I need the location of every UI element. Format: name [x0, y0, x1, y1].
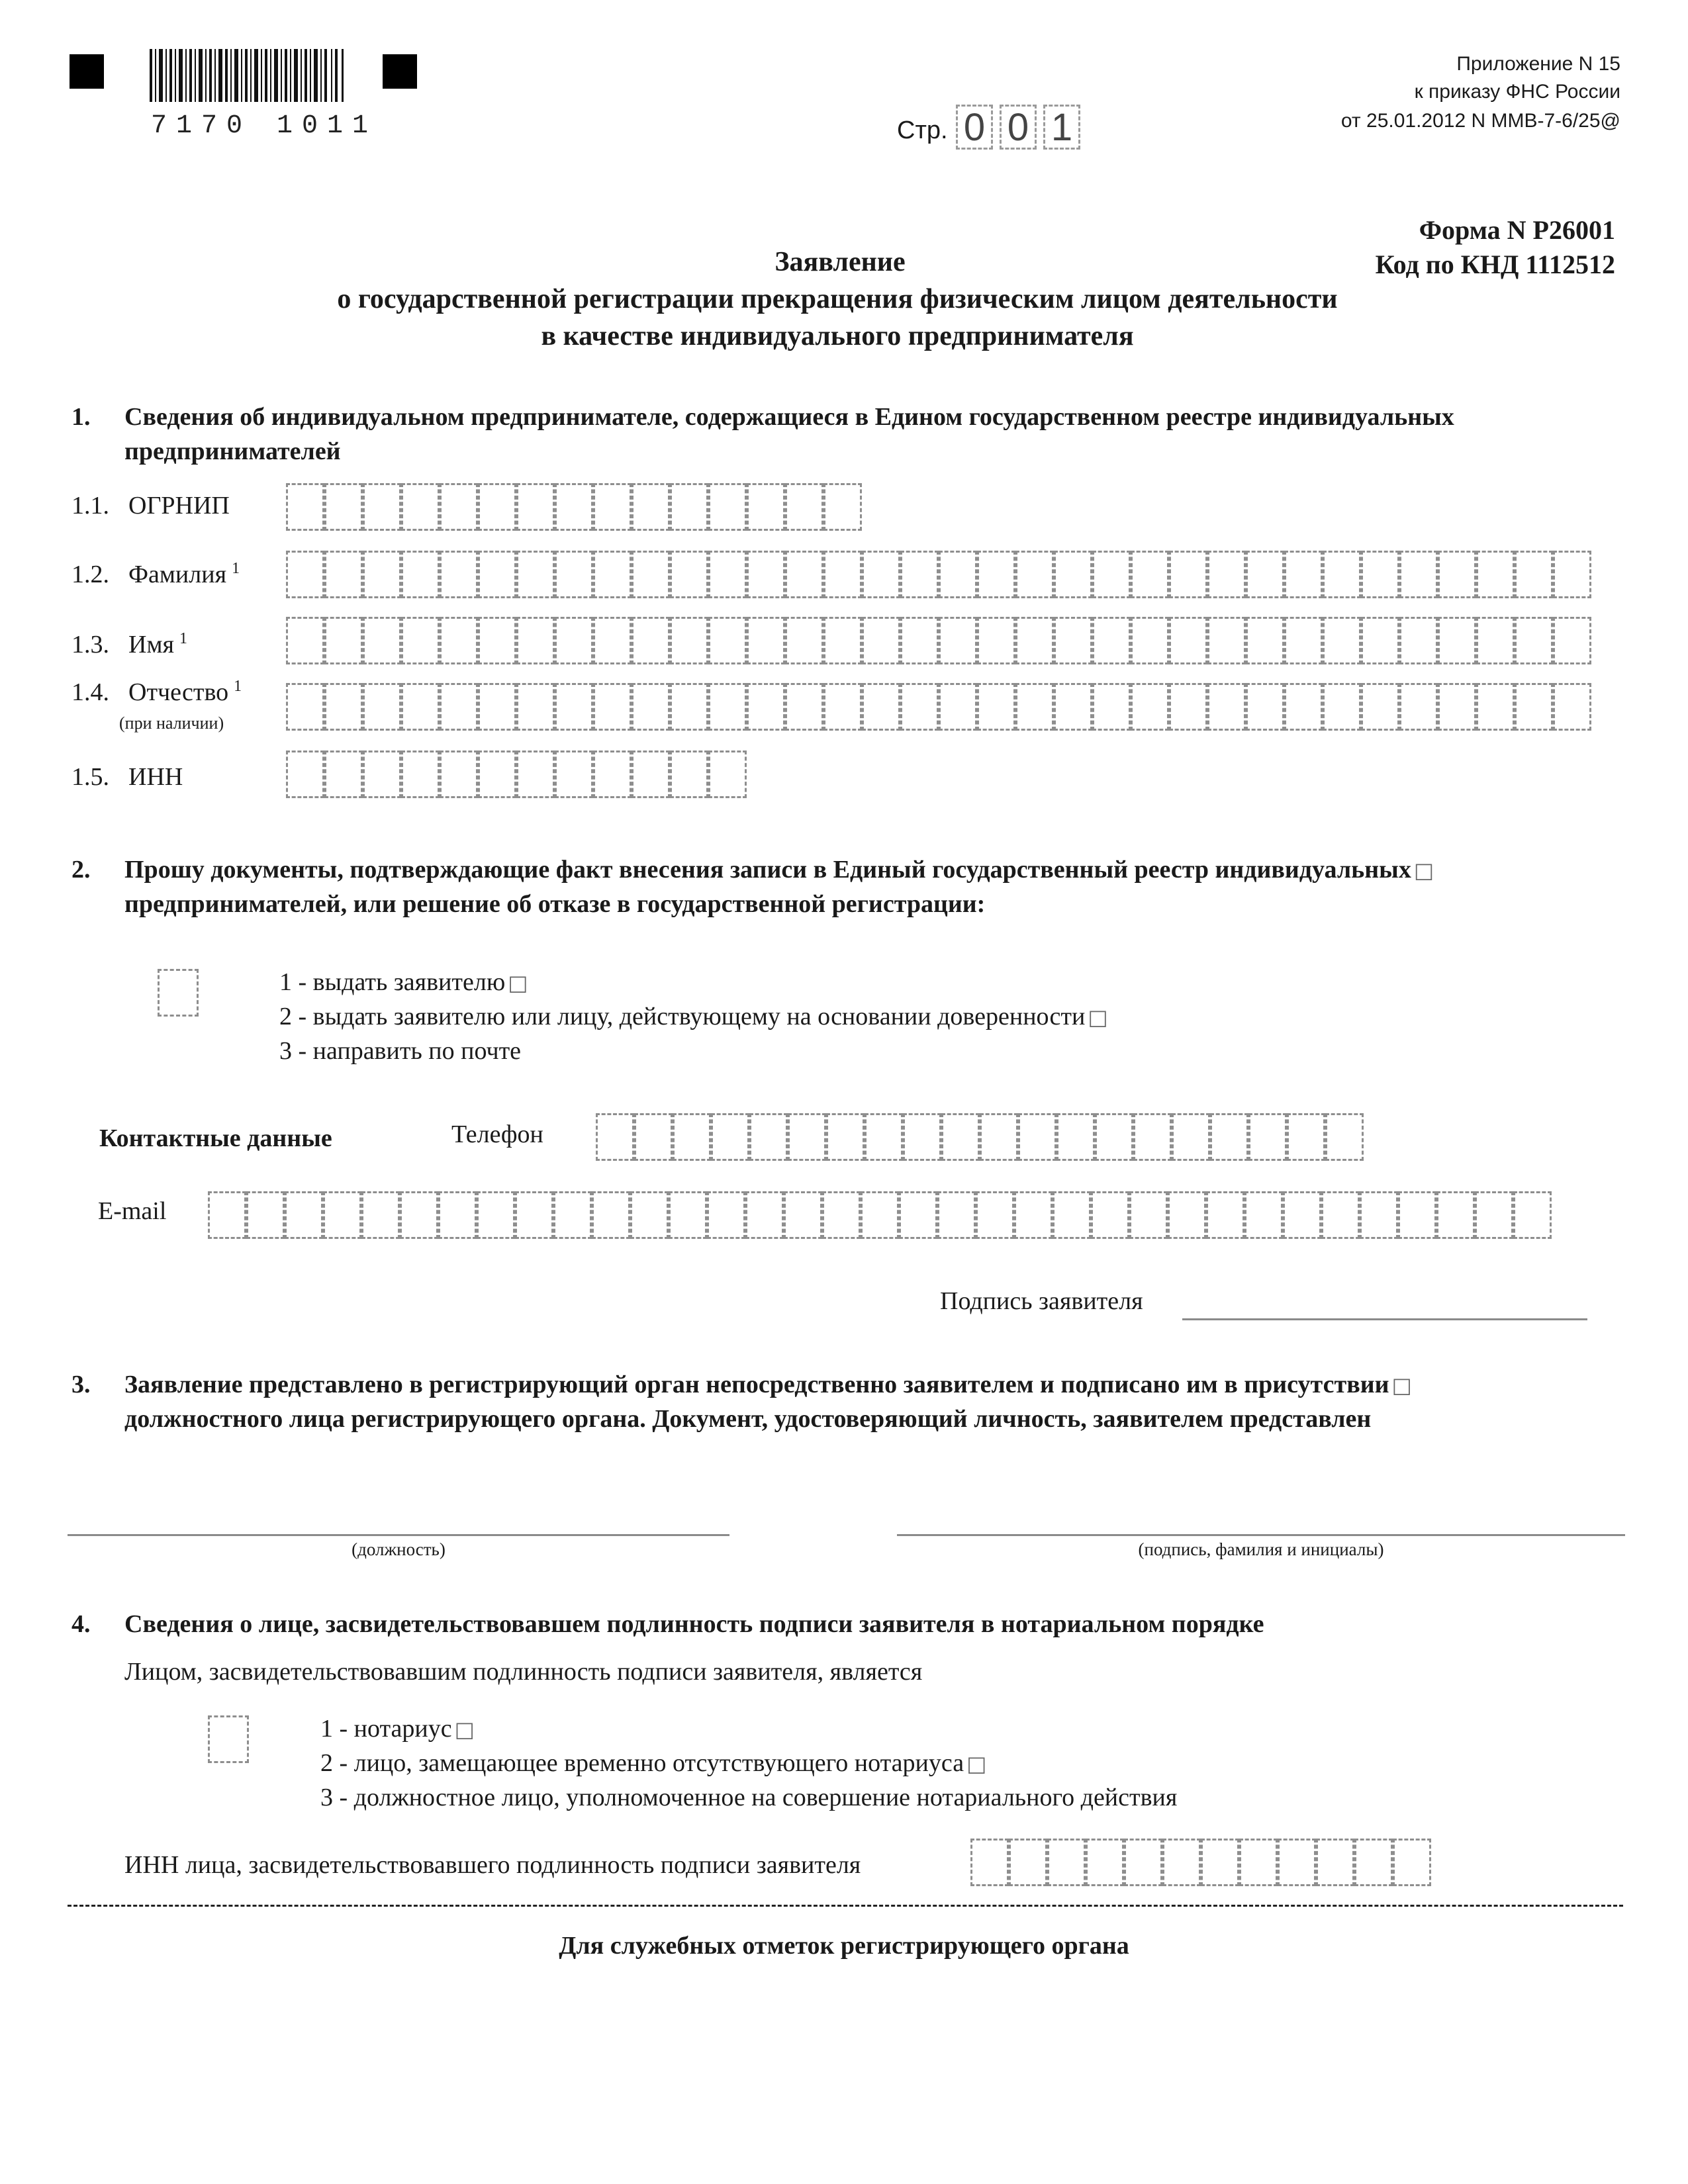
option-text: 1 - нотариус — [320, 1715, 452, 1743]
input-cell[interactable] — [440, 551, 478, 598]
input-cell[interactable] — [246, 1191, 285, 1239]
document-subtitle: в качестве индивидуального предпринимателя — [541, 321, 1134, 351]
placeholder-glyph-icon: □ — [508, 970, 528, 995]
input-cell[interactable] — [861, 1191, 899, 1239]
input-cell[interactable] — [1316, 1839, 1354, 1886]
input-cell[interactable] — [826, 1113, 865, 1161]
input-cell[interactable] — [478, 751, 516, 798]
input-cell[interactable] — [823, 683, 862, 731]
footnote-marker: 1 — [179, 630, 187, 648]
input-cell[interactable] — [632, 683, 670, 731]
field-label — [128, 678, 242, 707]
field-number: 1.5. — [71, 763, 109, 791]
notary-option: 3 - должностное лицо, уполномоченное на совершение нотариального действия — [320, 1784, 1178, 1811]
input-cell[interactable] — [862, 551, 900, 598]
page-label: Стр. — [897, 116, 948, 144]
input-cell[interactable] — [440, 617, 478, 664]
signature-label: Подпись заявителя — [940, 1287, 1143, 1315]
input-cell[interactable] — [516, 617, 555, 664]
delivery-option — [279, 968, 528, 997]
input-cell[interactable] — [1009, 1839, 1047, 1886]
input-cell[interactable] — [324, 751, 363, 798]
position-line[interactable] — [68, 1534, 729, 1536]
input-cell[interactable] — [440, 751, 478, 798]
input-cell[interactable] — [1323, 617, 1361, 664]
input-cell[interactable] — [440, 483, 478, 531]
input-cell[interactable] — [1086, 1839, 1124, 1886]
registration-mark-left — [70, 54, 104, 89]
placeholder-glyph-icon: □ — [1391, 1373, 1412, 1398]
knd-code: Код по КНД 1112512 — [1375, 250, 1615, 279]
input-cell[interactable] — [1513, 1191, 1552, 1239]
input-cell[interactable] — [286, 551, 324, 598]
input-cell[interactable] — [478, 683, 516, 731]
field-label — [128, 491, 230, 520]
input-cell[interactable] — [1015, 551, 1054, 598]
input-cell[interactable] — [363, 683, 401, 731]
input-cell[interactable] — [1053, 1191, 1091, 1239]
field-label — [128, 630, 187, 659]
input-cell[interactable] — [1131, 617, 1169, 664]
input-cell[interactable] — [1095, 1113, 1133, 1161]
input-cell[interactable] — [1399, 683, 1438, 731]
input-cell[interactable] — [363, 751, 401, 798]
input-cell[interactable] — [286, 617, 324, 664]
document-subtitle: о государственной регистрации прекращения физическим лицом деятельности — [337, 284, 1338, 314]
input-cell[interactable] — [478, 483, 516, 531]
section-heading: должностного лица регистрирующего органа. Документ, удостоверяющий личность, заявителем представлен — [124, 1405, 1372, 1433]
input-cell[interactable] — [670, 483, 708, 531]
input-cell[interactable] — [1436, 1191, 1475, 1239]
input-cell[interactable] — [747, 617, 785, 664]
section-heading: предпринимателей — [124, 437, 341, 465]
input-cell[interactable] — [1207, 683, 1246, 731]
input-cell[interactable] — [1133, 1113, 1172, 1161]
input-cell[interactable] — [555, 751, 593, 798]
input-cell[interactable] — [1169, 551, 1207, 598]
input-cell[interactable] — [1210, 1113, 1248, 1161]
input-cell[interactable] — [593, 751, 632, 798]
input-cell[interactable] — [1361, 617, 1399, 664]
field-note: (при наличии) — [119, 713, 224, 733]
input-cell[interactable] — [516, 483, 555, 531]
input-cell[interactable] — [1284, 551, 1323, 598]
input-cell[interactable] — [1438, 683, 1476, 731]
input-cell[interactable] — [785, 551, 823, 598]
input-cell[interactable] — [669, 1191, 707, 1239]
option-text: 2 - выдать заявителю или лицу, действующему на основании доверенности — [279, 1003, 1086, 1030]
input-cell[interactable] — [707, 1191, 745, 1239]
notary-option-cell[interactable] — [208, 1715, 249, 1763]
input-cell[interactable] — [592, 1191, 630, 1239]
input-cell[interactable] — [361, 1191, 400, 1239]
input-cell[interactable] — [1361, 551, 1399, 598]
input-cell[interactable] — [1092, 551, 1131, 598]
notary-inn-label: ИНН лица, засвидетельствовавшего подлинность подписи заявителя — [124, 1851, 861, 1879]
input-cell[interactable] — [1515, 617, 1553, 664]
input-cell[interactable] — [1201, 1839, 1239, 1886]
input-cell[interactable] — [400, 1191, 438, 1239]
input-cell[interactable] — [478, 551, 516, 598]
appendix-line: к приказу ФНС России — [1414, 81, 1620, 103]
input-cell[interactable] — [977, 617, 1015, 664]
phone-field[interactable] — [596, 1113, 1364, 1161]
input-cell[interactable] — [1131, 551, 1169, 598]
field-cells[interactable] — [286, 617, 1591, 664]
input-cell[interactable] — [401, 483, 440, 531]
input-cell[interactable] — [1476, 617, 1515, 664]
input-cell[interactable] — [785, 683, 823, 731]
input-cell[interactable] — [286, 751, 324, 798]
input-cell[interactable] — [1323, 683, 1361, 731]
notary-option — [320, 1749, 986, 1778]
input-cell[interactable] — [1131, 683, 1169, 731]
input-cell[interactable] — [516, 683, 555, 731]
field-number: 1.4. — [71, 678, 109, 706]
input-cell[interactable] — [939, 551, 977, 598]
input-cell[interactable] — [670, 683, 708, 731]
input-cell[interactable] — [900, 551, 939, 598]
input-cell[interactable] — [438, 1191, 477, 1239]
input-cell[interactable] — [670, 617, 708, 664]
input-cell[interactable] — [1246, 617, 1284, 664]
input-cell[interactable] — [1360, 1191, 1398, 1239]
input-cell[interactable] — [1354, 1839, 1393, 1886]
input-cell[interactable] — [478, 617, 516, 664]
input-cell[interactable] — [939, 683, 977, 731]
input-cell[interactable] — [593, 483, 632, 531]
input-cell[interactable] — [324, 551, 363, 598]
input-cell[interactable] — [1162, 1839, 1201, 1886]
field-cells[interactable] — [286, 683, 1591, 731]
input-cell[interactable] — [862, 683, 900, 731]
appendix-line: Приложение N 15 — [1456, 53, 1620, 75]
signature-caption: (подпись, фамилия и инициалы) — [1138, 1539, 1384, 1559]
input-cell[interactable] — [900, 617, 939, 664]
input-cell[interactable] — [708, 617, 747, 664]
input-cell[interactable] — [1361, 683, 1399, 731]
input-cell[interactable] — [1438, 617, 1476, 664]
field-number: 1.2. — [71, 561, 109, 588]
input-cell[interactable] — [1207, 617, 1246, 664]
barcode-number: 7170 1011 — [151, 111, 378, 141]
input-cell[interactable] — [1207, 551, 1246, 598]
phone-label: Телефон — [451, 1120, 543, 1148]
input-cell[interactable] — [1169, 617, 1207, 664]
input-cell[interactable] — [670, 551, 708, 598]
input-cell[interactable] — [1124, 1839, 1162, 1886]
input-cell[interactable] — [784, 1191, 822, 1239]
input-cell[interactable] — [970, 1839, 1009, 1886]
contacts-label: Контактные данные — [99, 1124, 332, 1152]
input-cell[interactable] — [1278, 1839, 1316, 1886]
placeholder-glyph-icon: □ — [966, 1751, 987, 1776]
input-cell[interactable] — [1553, 683, 1591, 731]
input-cell[interactable] — [900, 683, 939, 731]
input-cell[interactable] — [1553, 617, 1591, 664]
input-cell[interactable] — [749, 1113, 788, 1161]
input-cell[interactable] — [823, 551, 862, 598]
input-cell[interactable] — [1515, 551, 1553, 598]
input-cell[interactable] — [440, 683, 478, 731]
input-cell[interactable] — [1515, 683, 1553, 731]
input-cell[interactable] — [708, 483, 747, 531]
input-cell[interactable] — [747, 483, 785, 531]
input-cell[interactable] — [670, 751, 708, 798]
field-cells[interactable] — [286, 483, 862, 531]
input-cell[interactable] — [1393, 1839, 1431, 1886]
input-cell[interactable] — [1014, 1191, 1053, 1239]
section-heading — [124, 855, 1434, 884]
input-cell[interactable] — [553, 1191, 592, 1239]
input-cell[interactable] — [401, 551, 440, 598]
section-number: 1. — [71, 403, 91, 431]
input-cell[interactable] — [785, 483, 823, 531]
input-cell[interactable] — [977, 683, 1015, 731]
input-cell[interactable] — [477, 1191, 515, 1239]
section-heading: Сведения о лице, засвидетельствовавшем подлинность подписи заявителя в нотариальном порядке — [124, 1610, 1264, 1638]
placeholder-glyph-icon: □ — [1088, 1005, 1108, 1030]
field-number: 1.3. — [71, 631, 109, 659]
input-cell[interactable] — [1476, 551, 1515, 598]
page-number-cells — [956, 105, 1080, 150]
section-heading-text: Заявление представлено в регистрирующий орган непосредственно заявителем и подписано им в присутствии — [124, 1371, 1389, 1398]
tear-line — [68, 1905, 1623, 1907]
input-cell[interactable] — [1054, 551, 1092, 598]
position-caption: (должность) — [352, 1539, 445, 1559]
input-cell[interactable] — [1244, 1191, 1283, 1239]
notary-option — [320, 1714, 475, 1743]
input-cell[interactable] — [555, 683, 593, 731]
section-number: 3. — [71, 1371, 91, 1398]
input-cell[interactable] — [1321, 1191, 1360, 1239]
input-cell[interactable] — [708, 751, 747, 798]
input-cell[interactable] — [1092, 683, 1131, 731]
input-cell[interactable] — [285, 1191, 323, 1239]
input-cell[interactable] — [1056, 1113, 1095, 1161]
input-cell[interactable] — [1283, 1191, 1321, 1239]
input-cell[interactable] — [596, 1113, 634, 1161]
barcode-icon — [148, 49, 347, 102]
input-cell[interactable] — [401, 617, 440, 664]
field-label-text: Отчество — [128, 678, 229, 706]
input-cell[interactable] — [745, 1191, 784, 1239]
input-cell[interactable] — [708, 551, 747, 598]
section-heading-text: Прошу документы, подтверждающие факт внесения записи в Единый государственный реестр индивидуальных — [124, 856, 1411, 884]
field-number: 1.1. — [71, 492, 109, 520]
input-cell[interactable] — [1438, 551, 1476, 598]
field-label-text: ИНН — [128, 763, 183, 791]
input-cell[interactable] — [747, 683, 785, 731]
input-cell[interactable] — [673, 1113, 711, 1161]
input-cell[interactable] — [1325, 1113, 1364, 1161]
input-cell[interactable] — [630, 1191, 669, 1239]
registration-mark-right — [383, 54, 417, 89]
input-cell[interactable] — [1015, 617, 1054, 664]
input-cell[interactable] — [593, 551, 632, 598]
form-number: Форма N Р26001 — [1419, 215, 1615, 245]
input-cell[interactable] — [862, 617, 900, 664]
input-cell[interactable] — [822, 1191, 861, 1239]
input-cell[interactable] — [823, 617, 862, 664]
input-cell[interactable] — [516, 751, 555, 798]
footnote-marker: 1 — [234, 678, 242, 696]
input-cell[interactable] — [632, 617, 670, 664]
input-cell[interactable] — [1092, 617, 1131, 664]
input-cell[interactable] — [286, 483, 324, 531]
input-cell[interactable] — [1323, 551, 1361, 598]
input-cell[interactable] — [785, 617, 823, 664]
delivery-option — [279, 1002, 1108, 1031]
input-cell[interactable] — [363, 551, 401, 598]
input-cell[interactable] — [632, 751, 670, 798]
input-cell[interactable] — [1129, 1191, 1168, 1239]
field-label — [128, 762, 183, 792]
input-cell[interactable] — [1287, 1113, 1325, 1161]
email-label: E-mail — [98, 1197, 167, 1225]
input-cell[interactable] — [634, 1113, 673, 1161]
section-intro: Лицом, засвидетельствовавшим подлинность подписи заявителя, является — [124, 1658, 923, 1686]
input-cell[interactable] — [747, 551, 785, 598]
input-cell[interactable] — [865, 1113, 903, 1161]
input-cell[interactable] — [1054, 617, 1092, 664]
input-cell[interactable] — [555, 551, 593, 598]
input-cell[interactable] — [1475, 1191, 1513, 1239]
input-cell[interactable] — [1015, 683, 1054, 731]
page-digit: 0 — [956, 105, 993, 150]
input-cell[interactable] — [1399, 617, 1438, 664]
input-cell[interactable] — [401, 683, 440, 731]
notary-inn-field[interactable] — [970, 1839, 1431, 1886]
input-cell[interactable] — [1248, 1113, 1287, 1161]
official-marks-label: Для служебных отметок регистрирующего органа — [559, 1932, 1129, 1960]
document-title: Заявление — [774, 247, 906, 277]
input-cell[interactable] — [363, 483, 401, 531]
input-cell[interactable] — [593, 683, 632, 731]
input-cell[interactable] — [1553, 551, 1591, 598]
input-cell[interactable] — [1172, 1113, 1210, 1161]
input-cell[interactable] — [941, 1113, 980, 1161]
input-cell[interactable] — [1239, 1839, 1278, 1886]
input-cell[interactable] — [976, 1191, 1014, 1239]
input-cell[interactable] — [632, 551, 670, 598]
delivery-option-cell[interactable] — [158, 969, 199, 1017]
input-cell[interactable] — [401, 751, 440, 798]
field-label-text: Имя — [128, 631, 174, 659]
footnote-marker: 1 — [232, 560, 240, 578]
input-cell[interactable] — [1018, 1113, 1056, 1161]
field-label-text: Фамилия — [128, 561, 227, 588]
input-cell[interactable] — [899, 1191, 937, 1239]
page-digit: 1 — [1043, 105, 1080, 150]
field-cells[interactable] — [286, 751, 747, 798]
input-cell[interactable] — [323, 1191, 361, 1239]
input-cell[interactable] — [977, 551, 1015, 598]
input-cell[interactable] — [711, 1113, 749, 1161]
input-cell[interactable] — [324, 617, 363, 664]
signature-name-line[interactable] — [897, 1534, 1625, 1536]
page-digit: 0 — [1000, 105, 1037, 150]
input-cell[interactable] — [788, 1113, 826, 1161]
input-cell[interactable] — [1054, 683, 1092, 731]
delivery-option: 3 - направить по почте — [279, 1037, 522, 1065]
input-cell[interactable] — [823, 483, 862, 531]
section-number: 4. — [71, 1610, 91, 1638]
input-cell[interactable] — [1284, 617, 1323, 664]
input-cell[interactable] — [208, 1191, 246, 1239]
input-cell[interactable] — [363, 617, 401, 664]
input-cell[interactable] — [515, 1191, 553, 1239]
input-cell[interactable] — [1206, 1191, 1244, 1239]
section-heading — [124, 1370, 1412, 1399]
field-label-text: ОГРНИП — [128, 492, 230, 520]
field-cells[interactable] — [286, 551, 1591, 598]
input-cell[interactable] — [937, 1191, 976, 1239]
placeholder-glyph-icon: □ — [1413, 858, 1434, 883]
input-cell[interactable] — [593, 617, 632, 664]
input-cell[interactable] — [1047, 1839, 1086, 1886]
input-cell[interactable] — [1398, 1191, 1436, 1239]
input-cell[interactable] — [324, 683, 363, 731]
section-number: 2. — [71, 856, 91, 884]
input-cell[interactable] — [1168, 1191, 1206, 1239]
section-heading: Сведения об индивидуальном предпринимателе, содержащиеся в Едином государственном реестре индивидуальных — [124, 403, 1454, 431]
option-text: 1 - выдать заявителю — [279, 968, 506, 996]
input-cell[interactable] — [1399, 551, 1438, 598]
option-text: 2 - лицо, замещающее временно отсутствующего нотариуса — [320, 1749, 964, 1777]
input-cell[interactable] — [555, 617, 593, 664]
input-cell[interactable] — [324, 483, 363, 531]
input-cell[interactable] — [939, 617, 977, 664]
input-cell[interactable] — [708, 683, 747, 731]
input-cell[interactable] — [632, 483, 670, 531]
input-cell[interactable] — [286, 683, 324, 731]
input-cell[interactable] — [1091, 1191, 1129, 1239]
section-heading: предпринимателей, или решение об отказе в государственной регистрации: — [124, 890, 986, 918]
placeholder-glyph-icon: □ — [454, 1717, 475, 1742]
input-cell[interactable] — [1476, 683, 1515, 731]
input-cell[interactable] — [903, 1113, 941, 1161]
input-cell[interactable] — [555, 483, 593, 531]
signature-line[interactable] — [1182, 1318, 1587, 1320]
field-label — [128, 560, 240, 589]
input-cell[interactable] — [516, 551, 555, 598]
email-field[interactable] — [208, 1191, 1552, 1239]
input-cell[interactable] — [1246, 551, 1284, 598]
input-cell[interactable] — [1169, 683, 1207, 731]
appendix-line: от 25.01.2012 N ММВ-7-6/25@ — [1340, 110, 1620, 132]
input-cell[interactable] — [980, 1113, 1018, 1161]
input-cell[interactable] — [1284, 683, 1323, 731]
input-cell[interactable] — [1246, 683, 1284, 731]
